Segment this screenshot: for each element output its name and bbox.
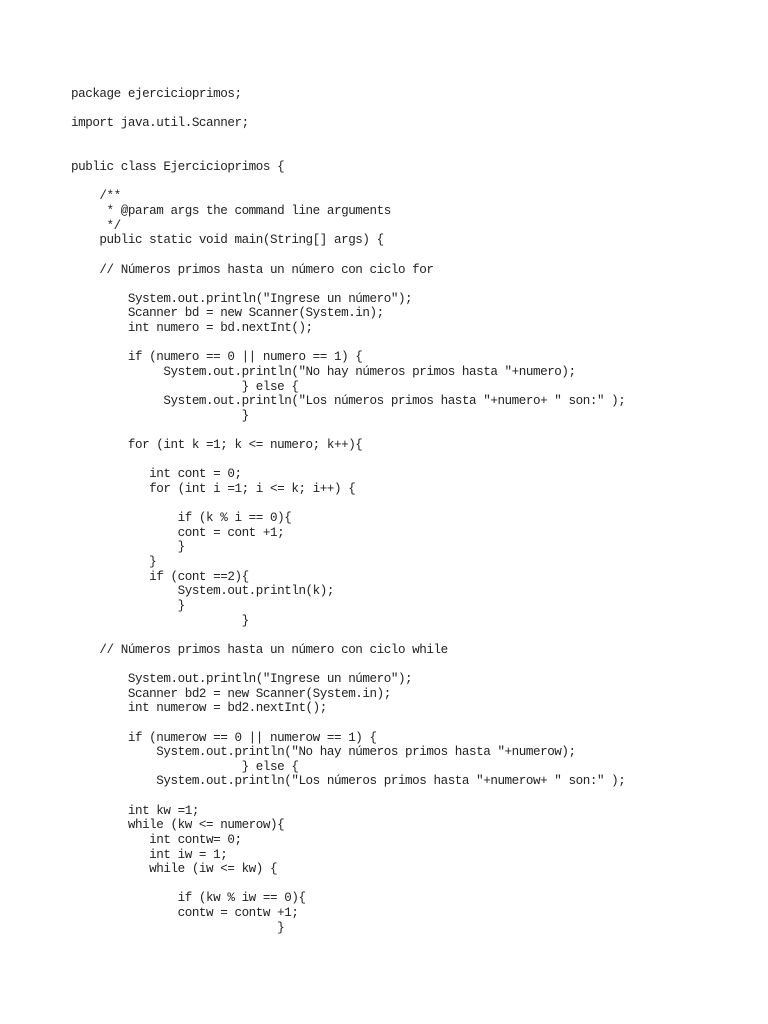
code-line [71,716,625,731]
code-line: if (numero == 0 || numero == 1) { [71,350,363,365]
code-line: while (iw <= kw) { [71,862,278,877]
code-line [71,277,625,292]
code-line: } [71,598,185,613]
code-line [71,146,625,161]
code-line: package ejercicioprimos; [71,87,242,101]
code-line [71,175,625,190]
code-line: } [71,408,249,423]
code-line: System.out.println("Los números primos hasta "+numerow+ " son:" ); [71,774,626,789]
code-line: int kw =1; [71,803,199,818]
code-line: /** [71,189,121,204]
code-line [71,102,625,117]
code-line [71,248,625,263]
code-listing [71,87,625,935]
code-line: int numero = bd.nextInt(); [71,321,313,335]
code-line: if (k % i == 0){ [71,511,292,526]
code-line: */ [71,218,121,233]
code-line: if (cont ==2){ [71,569,249,584]
code-line [71,336,625,351]
code-line [71,131,625,146]
code-line: System.out.println("Ingrese un número"); [71,291,413,306]
code-line: for (int k =1; k <= numero; k++){ [71,438,363,452]
code-line: while (kw <= numerow){ [71,818,285,833]
code-line: for (int i =1; i <= k; i++) { [71,481,356,496]
code-line: contw = contw +1; [71,906,299,920]
code-line: System.out.println(k); [71,584,334,599]
code-line: } [71,540,185,555]
code-line: System.out.println("No hay números primos hasta "+numero); [71,364,576,379]
code-line [71,789,625,804]
code-line: if (kw % iw == 0){ [71,891,306,906]
code-line: Scanner bd = new Scanner(System.in); [71,306,384,321]
code-line [71,877,625,892]
code-line: } else { [71,759,299,774]
code-line: public class Ejercicioprimos { [71,160,285,175]
code-line: Scanner bd2 = new Scanner(System.in); [71,686,391,701]
code-line [71,628,625,643]
code-line [71,423,625,438]
code-line [71,497,625,512]
code-line: cont = cont +1; [71,525,285,540]
code-line: System.out.println("Los números primos hasta "+numero+ " son:" ); [71,394,626,409]
code-line: // Números primos hasta un número con ciclo while [71,642,448,657]
code-line: if (numerow == 0 || numerow == 1) { [71,730,377,745]
code-line: } [71,613,249,628]
code-line: int contw= 0; [71,832,242,847]
code-line: int cont = 0; [71,467,242,482]
code-line: int iw = 1; [71,847,228,862]
code-line: int numerow = bd2.nextInt(); [71,701,327,716]
code-line: import java.util.Scanner; [71,116,249,131]
code-line [71,453,625,468]
code-line: } [71,920,285,935]
code-line: // Números primos hasta un número con ciclo for [71,262,434,277]
code-line: * @param args the command line arguments [71,204,391,218]
code-line: public static void main(String[] args) { [71,233,384,248]
code-line: } [71,555,157,569]
code-line: System.out.println("No hay números primos hasta "+numerow); [71,745,576,760]
code-line: } else { [71,379,299,394]
code-line [71,657,625,672]
code-line: System.out.println("Ingrese un número"); [71,672,413,686]
